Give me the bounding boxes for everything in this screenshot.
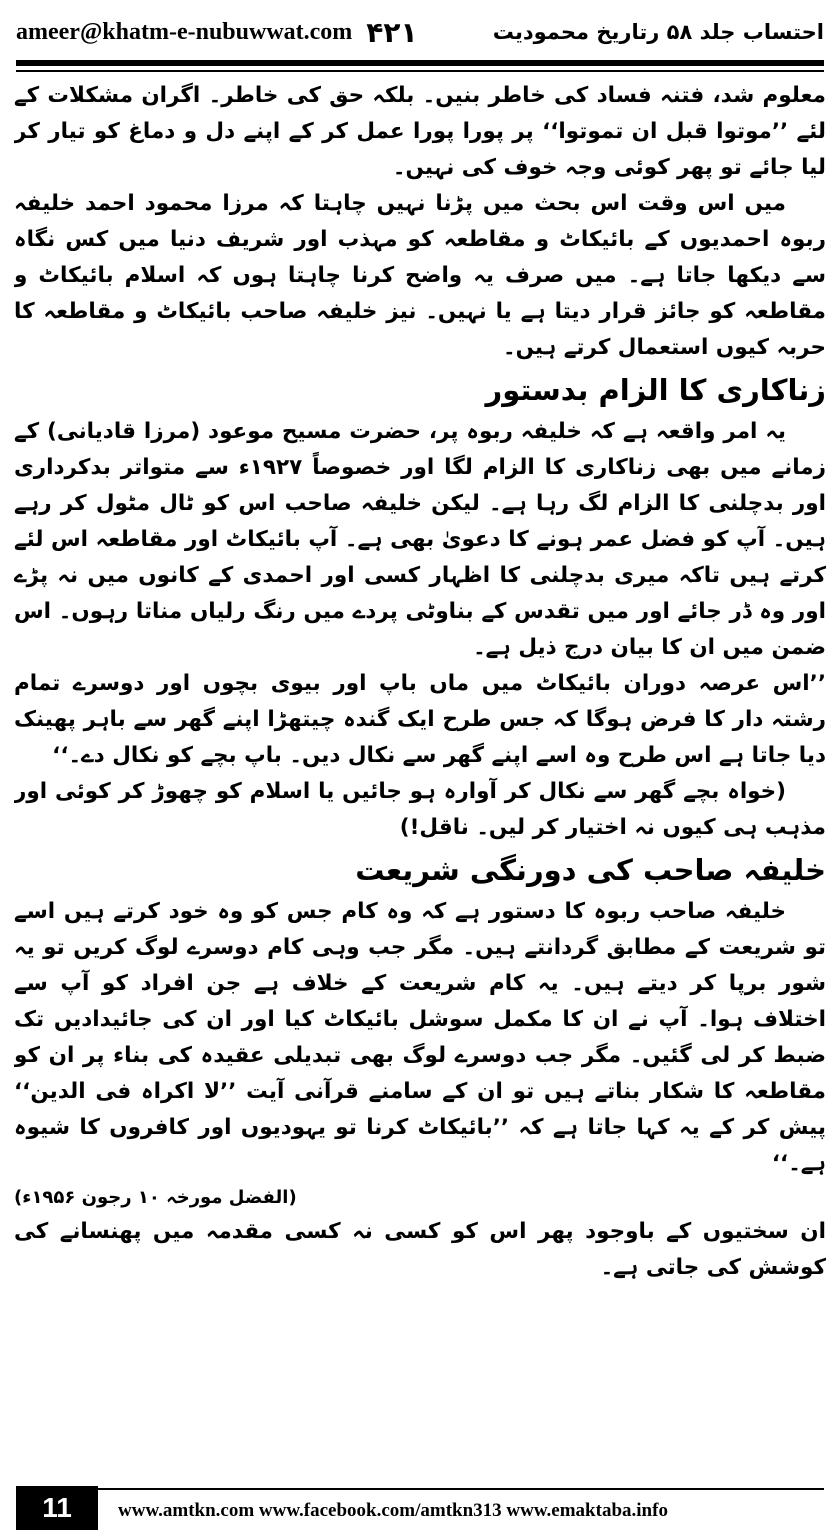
- header-rule-thick: [16, 60, 824, 66]
- article-body: [14, 78, 826, 1450]
- paragraph: معلوم شد، فتنہ فساد کی خاطر بنیں۔ بلکہ حق کی خاطر۔ اگران مشکلات کے لئے ’’موتوا قبل ان تموتوا‘‘ پر پورا پورا عمل کر کے اپنے دل و دماغ کو تیار کر لیا جائے تو پھر کوئی وجہ خوف کی نہیں۔: [14, 83, 826, 180]
- footer-urls: www.amtkn.com www.facebook.com/amtkn313 www.emaktaba.info: [118, 1500, 668, 1521]
- note-paragraph: (خواہ بچے گھر سے نکال کر آوارہ ہو جائیں یا اسلام کو چھوڑ کر کوئی اور مذہب ہی کیوں نہ اختیار کر لیں۔ ناقل!): [14, 779, 826, 840]
- header-email: ameer@khatm-e-nubuwwat.com: [16, 18, 353, 45]
- section-heading: زناکاری کا الزام بدستور: [485, 373, 826, 407]
- page-footer: [0, 1482, 840, 1540]
- citation: (الفضل مورخہ ۱۰ رجون ۱۹۵۶ء): [14, 1187, 297, 1208]
- quote-paragraph: ’’اس عرصہ دوران بائیکاٹ میں ماں باپ اور بیوی بچوں اور دوسرے تمام رشتہ دار کا فرض ہوگا کہ جس طرح ایک گندہ چیتھڑا اپنے گھر سے باہر پھینک دیا جاتا ہے اس طرح وہ اسے اپنے گھر سے نکال دیں۔ باپ بچے کو نکال دے۔‘‘: [14, 671, 826, 768]
- footer-rule: [98, 1488, 824, 1490]
- paragraph: خلیفہ صاحب ربوہ کا دستور ہے کہ وہ کام جس کو وہ خود کرتے ہیں اسے تو شریعت کے مطابق گردانتے ہیں۔ مگر جب وہی کام دوسرے لوگ کریں تو یہ شور برپا کر دیتے ہیں۔ یہ کام شریعت کے خلاف ہے جن افراد کو آپ سے اختلاف ہوا۔ آپ نے ان کا مکمل سوشل بائیکاٹ کیا اور ان کی جائیدادیں تک ضبط کر لی گئیں۔ مگر جب دوسرے لوگ بھی تبدیلی عقیدہ کی بناء پر ان کو مقاطعہ کا شکار بناتے ہیں تو ان کے سامنے قرآنی آیت ’’لا اکراہ فی الدین‘‘ پیش کر کے یہ کہا جاتا ہے کہ ’’بائیکاٹ کرنا تو یہودیوں اور کافروں کا شیوہ ہے۔‘‘: [14, 899, 826, 1176]
- header-rule-thin: [16, 70, 824, 72]
- section-heading: خلیفہ صاحب کی دورنگی شریعت: [355, 853, 826, 887]
- paragraph: میں اس وقت اس بحث میں پڑنا نہیں چاہتا کہ مرزا محمود احمد خلیفہ ربوہ احمدیوں کے بائیکاٹ و مقاطعہ کو مہذب اور شریف دنیا میں کس نگاہ سے دیکھا جاتا ہے۔ میں صرف یہ واضح کرنا چاہتا ہوں کہ اسلام بائیکاٹ و مقاطعہ کو جائز قرار دیتا ہے یا نہیں۔ نیز خلیفہ صاحب بائیکاٹ و مقاطعہ کا حربہ کیوں استعمال کرتے ہیں۔: [14, 191, 826, 360]
- paragraph: ان سختیوں کے باوجود پھر اس کو کسی نہ کسی مقدمہ میں پھنسانے کی کوشش کی جاتی ہے۔: [14, 1219, 826, 1280]
- footer-page-number: 11: [16, 1486, 98, 1530]
- header-page-number: ۴۲۱: [366, 15, 418, 49]
- page-header: [16, 12, 824, 52]
- series-title: احتساب جلد ۵۸ رتاریخ محمودیت: [492, 20, 824, 44]
- header-left: [16, 16, 418, 49]
- paragraph: یہ امر واقعہ ہے کہ خلیفہ ربوہ پر، حضرت مسیح موعود (مرزا قادیانی) کے زمانے میں بھی زناکاری کا الزام لگا اور خصوصاً ۱۹۲۷ء سے متواتر بدکرداری اور بدچلنی کا الزام لگ رہا ہے۔ لیکن خلیفہ صاحب اس کو ٹال مٹول کر رہے ہیں۔ آپ کو فضل عمر ہونے کا دعویٰ بھی ہے۔ آپ بائیکاٹ اور مقاطعہ اس لئے کرتے ہیں تاکہ میری بدچلنی کا اظہار کسی اور احمدی کے کانوں میں نہ پڑے اور وہ ڈر جائے اور میں تقدس کے بناوٹی پردے میں رنگ رلیاں مناتا رہوں۔ اس ضمن میں ان کا بیان درج ذیل ہے۔: [14, 419, 826, 660]
